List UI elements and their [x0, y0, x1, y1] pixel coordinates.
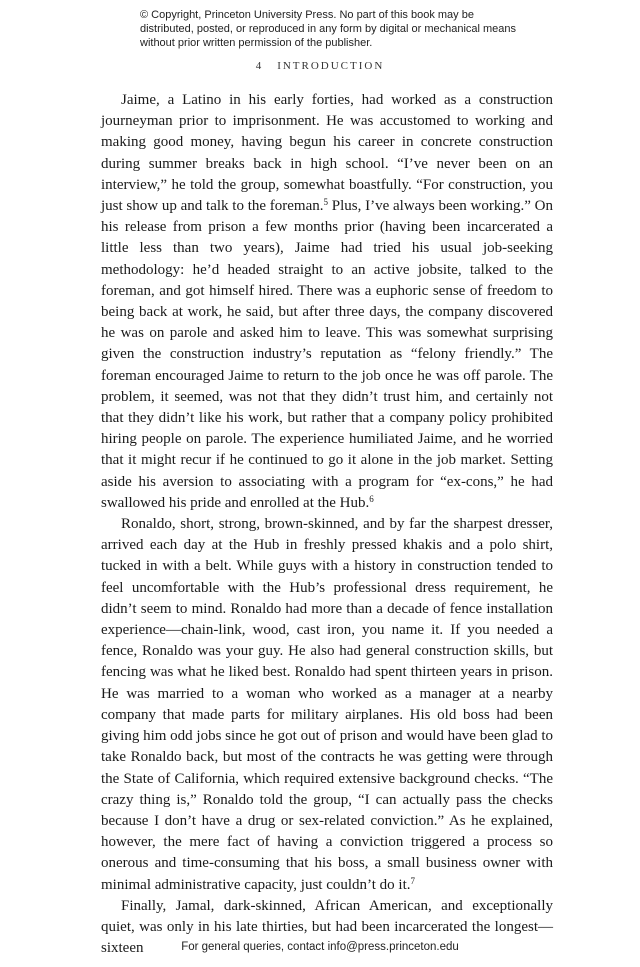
paragraph-ronaldo — [101, 514, 553, 896]
footnote-marker[interactable]: 6 — [369, 493, 374, 504]
footer-contact: For general queries, contact info@press.princeton.edu — [181, 941, 459, 953]
page-number: 4 — [255, 60, 264, 72]
paragraph-text: Finally, Jamal, dark-skinned, African American, and exceptionally quiet, was only in his late thirties, but had been incarcerated the longest—sixteen — [101, 897, 553, 957]
copyright-notice: © Copyright, Princeton University Press. No part of this book may be distributed, posted, or reproduced in any form by digital or mechanical means without prior written permission of the publisher. — [140, 9, 517, 49]
body-text — [101, 90, 553, 959]
chapter-title: INTRODUCTION — [277, 60, 385, 72]
running-head — [0, 60, 640, 72]
paragraph-text: Jaime, a Latino in his early forties, had worked as a construction journeyman prior to imprisonment. He was accustomed to working and making good money, having begun his career in concrete construction during summer breaks back in high school. “I’ve never been on an interview,” he told the group, somewhat boastfully. “For construction, you just show up and talk to the foreman. — [101, 92, 553, 215]
paragraph-text: Plus, I’ve always been working.” On his release from prison a few months prior (having been incarcerated a little less than two years), Jaime had tried his usual job-seeking methodology: he’d headed straight to an active jobsite, talked to the foreman, and got himself hired. There was a euphoric sense of freedom to being back at work, he said, but after three days, the company discovered he was on parole and asked him to leave. This was somewhat surprising given the construction industry’s reputation as “felony friendly.” The foreman encouraged Jaime to return to the job once he was off parole. The problem, it seemed, was not that they didn’t trust him, and certainly not that they didn’t like his work, but rather that a company policy prohibited hiring people on parole. The experience humiliated Jaime, and he worried that it might recur if he continued to go it alone in the job market. Setting aside his aversion to associating with a program for “ex-cons,” he had swallowed his pride and enrolled at the Hub. — [101, 198, 554, 511]
paragraph-text: Ronaldo, short, strong, brown-skinned, and by far the sharpest dresser, arrived each day at the Hub in freshly pressed khakis and a polo shirt, tucked in with a belt. While guys with a history in construction tended to feel uncomfortable with the Hub’s professional dress requirement, he didn’t seem to mind. Ronaldo had more than a decade of fence installation experience—chain-link, wood, cast iron, you name it. If you needed a fence, Ronaldo was your guy. He also had general construction skills, but fencing was what he liked best. Ronaldo had spent thirteen years in prison. He was married to a woman who worked as a manager at a nearby company that made parts for military airplanes. His old boss had been giving him odd jobs since he got out of prison and would have been glad to take Ronaldo back, but most of the contracts he was getting were through the State of California, which required extensive background checks. “The crazy thing is,” Ronaldo told the group, “I can actually pass the checks because I don’t have a drug or sex-related conviction.” As he explained, however, the mere fact of having a conviction triggered a process so onerous and time-consuming that his boss, a small business owner with minimal administrative capacity, just couldn’t do it. — [101, 516, 554, 893]
footnote-marker[interactable]: 5 — [323, 197, 329, 208]
paragraph-jaime — [101, 90, 553, 514]
footnote-marker[interactable]: 7 — [410, 875, 416, 886]
